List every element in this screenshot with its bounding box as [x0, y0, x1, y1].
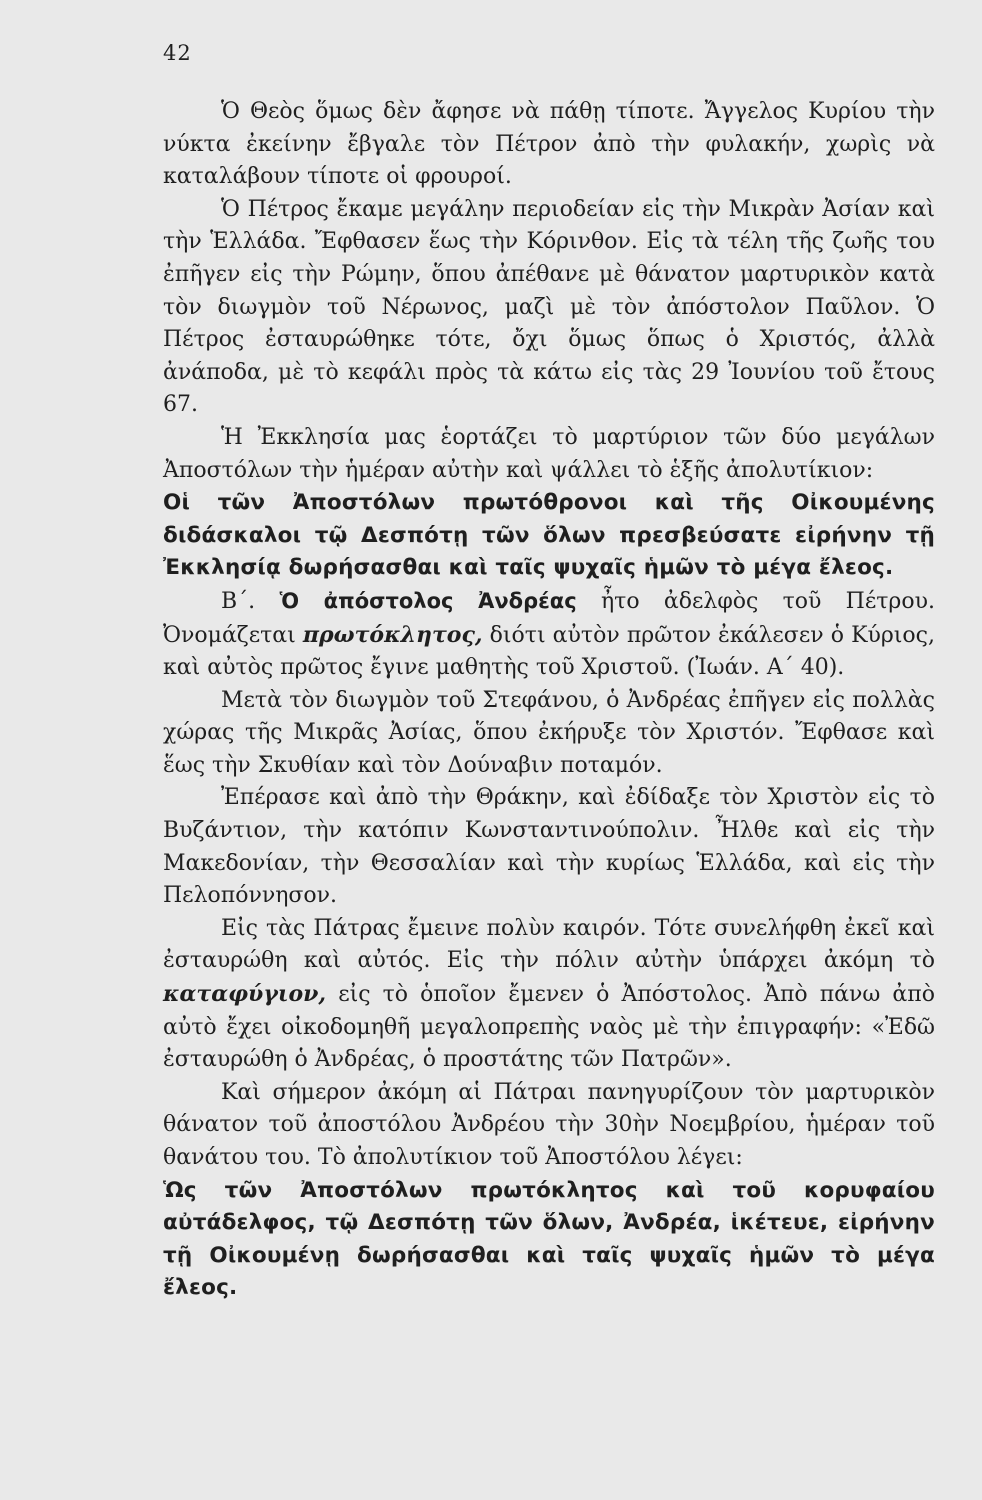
paragraph-patras-feast: Καὶ σήμερον ἀκόμη αἱ Πάτραι πανηγυρίζουν τὸν μαρτυρικὸν θάνατον τοῦ ἀποστόλου Ἀνδρέου τὴν 30ὴν Νοεμβρίου, ἡμέραν τοῦ θανάτου του. Τὸ ἀπολυτίκιον τοῦ Ἀποστόλου λέγει:: [163, 1079, 935, 1170]
andrew-intro-text-a: ἦτο ἀδελφὸς τοῦ Πέτρου. Ὀνομάζεται: [163, 588, 935, 648]
paragraph-andrew-byzantium: Ἐπέρασε καὶ ἀπὸ τὴν Θράκην, καὶ ἐδίδαξε τὸν Χριστὸν εἰς τὸ Βυζάντιον, τὴν κατόπιν Κωνσταντινούπολιν. Ἦλθε καὶ εἰς τὴν Μακεδονίαν, τὴν Θεσσαλίαν καὶ τὴν κυρίως Ἑλλάδα, καὶ εἰς τὴν Πελοπόννησον.: [163, 785, 935, 909]
paragraph-church-feast: Ἡ Ἐκκλησία μας ἑορτάζει τὸ μαρτύριον τῶν δύο μεγάλων Ἀποστόλων τὴν ἡμέραν αὐτὴν καὶ ψάλλει τὸ ἑξῆς ἀπολυτίκιον:: [163, 424, 935, 483]
paragraph-andrew-travels: Μετὰ τὸν διωγμὸν τοῦ Στεφάνου, ὁ Ἀνδρέας ἐπῆγεν εἰς πολλὰς χώρας τῆς Μικρᾶς Ἀσίας, ὅπου ἐκήρυξε τὸν Χριστόν. Ἔφθασε καὶ ἕως τὴν Σκυθίαν καὶ τὸν Δούναβιν ποταμόν.: [163, 687, 935, 778]
paragraph-peter-journeys: Ὁ Πέτρος ἔκαμε μεγάλην περιοδείαν εἰς τὴν Μικρὰν Ἀσίαν καὶ τὴν Ἑλλάδα. Ἔφθασεν ἕως τὴν Κόρινθον. Εἰς τὰ τέλη τῆς ζωῆς του ἐπῆγεν εἰς τὴν Ρώμην, ὅπου ἀπέθανε μὲ θάνατον μαρτυρικὸν κατὰ τὸν διωγμὸν τοῦ Νέρωνος, μαζὶ μὲ τὸν ἀπόστολον Παῦλον. Ὁ Πέτρος ἐσταυρώθηκε τότε, ὄχι ὅμως ὅπως ὁ Χριστός, ἀλλὰ ἀνάποδα, μὲ τὸ κεφάλι πρὸς τὰ κάτω εἰς τὰς 29 Ἰουνίου τοῦ ἔτους 67.: [163, 196, 935, 418]
emphasis-protokletos: πρωτόκλητος,: [302, 621, 483, 648]
section-heading: Ὁ ἀπόστολος Ἀνδρέας: [279, 588, 577, 613]
emphasis-katafygion: καταφύγιον,: [163, 981, 327, 1008]
page-number: 42: [163, 41, 192, 65]
paragraph-peter-rescue: Ὁ Θεὸς ὅμως δὲν ἄφησε νὰ πάθῃ τίποτε. Ἄγγελος Κυρίου τὴν νύκτα ἐκείνην ἔβγαλε τὸν Πέτρον ἀπὸ τὴν φυλακήν, χωρὶς νὰ καταλάβουν τίποτε οἱ φρουροί.: [163, 99, 935, 190]
apolytikion-andrew: Ὡς τῶν Ἀποστόλων πρωτόκλητος καὶ τοῦ κορυφαίου αὐτάδελφος, τῷ Δεσπότῃ τῶν ὅλων, Ἀνδρέα, ἱκέτευε, εἰρήνην τῇ Οἰκουμένῃ δωρήσασθαι καὶ ταῖς ψυχαῖς ἡμῶν τὸ μέγα ἔλεος.: [163, 1177, 935, 1301]
paragraph-andrew-patras: [163, 913, 935, 1077]
apolytikion-apostles: Οἱ τῶν Ἀποστόλων πρωτόθρονοι καὶ τῆς Οἰκουμένης διδάσκαλοι τῷ Δεσπότῃ τῶν ὅλων πρεσβεύσατε εἰρήνην τῇ Ἐκκλησίᾳ δωρήσασθαι καὶ ταῖς ψυχαῖς ἡμῶν τὸ μέγα ἔλεος.: [163, 490, 935, 581]
andrew-intro-text-b: διότι αὐτὸν πρῶτον ἐκάλεσεν ὁ Κύριος, καὶ αὐτὸς πρῶτος ἔγινε μαθητὴς τοῦ Χριστοῦ. (Ἰωάν. Α΄ 40).: [163, 622, 935, 681]
patras-text-b: εἰς τὸ ὁποῖον ἔμενεν ὁ Ἀπόστολος. Ἀπὸ πάνω ἀπὸ αὐτὸ ἔχει οἰκοδομηθῆ μεγαλοπρεπὴς ναὸς μὲ τὴν ἐπιγραφήν: «Ἐδῶ ἐσταυρώθη ὁ Ἀνδρέας, ὁ προστάτης τῶν Πατρῶν».: [163, 982, 935, 1073]
patras-text-a: Εἰς τὰς Πάτρας ἔμεινε πολὺν καιρόν. Τότε συνελήφθη ἐκεῖ καὶ ἐσταυρώθη καὶ αὐτός. Εἰς τὴν πόλιν αὐτὴν ὑπάρχει ἀκόμη τὸ: [163, 915, 935, 974]
paragraph-andrew-intro: [163, 585, 935, 685]
body-text: [163, 96, 935, 1305]
section-number: Β΄.: [221, 588, 256, 614]
